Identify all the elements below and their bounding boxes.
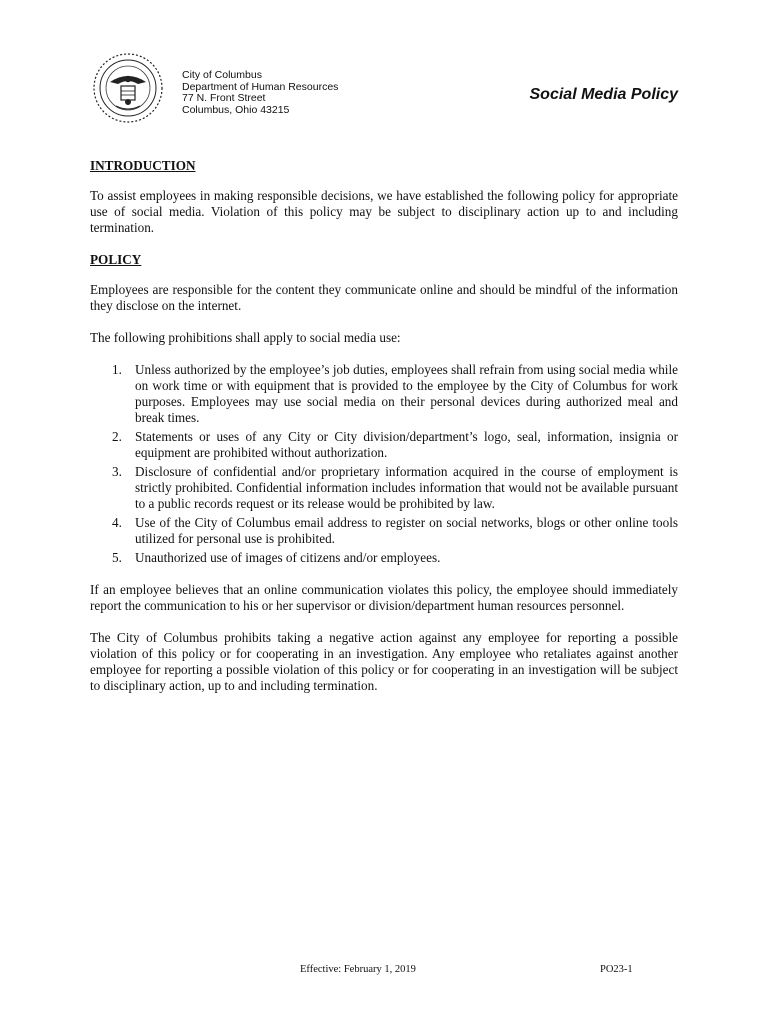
list-item-text: Statements or uses of any City or City division/department’s logo, seal, information, insignia or equipment are prohibited without authorization. [135, 429, 678, 460]
policy-heading: POLICY [90, 252, 142, 267]
list-item-number: 1. [112, 362, 122, 377]
list-item-text: Unauthorized use of images of citizens and/or employees. [135, 550, 441, 565]
list-item-text: Disclosure of confidential and/or proprietary information acquired in the course of employment is strictly prohibited. Confidential information includes information that would not be available pursuant to a public records request or its release would be prohibited by law. [135, 464, 678, 511]
list-item-number: 4. [112, 515, 122, 530]
org-line: City of Columbus [182, 69, 262, 81]
list-item-text: Unless authorized by the employee’s job duties, employees shall refrain from using social media while on work time or with equipment that is provided to the employee by the City of Columbus for work purposes. Employees may use social media on their personal devices during authorized meal and break times. [135, 362, 678, 425]
org-line: 77 N. Front Street [182, 92, 266, 104]
list-item [90, 464, 678, 512]
list-item-number: 5. [112, 550, 122, 565]
org-line: Columbus, Ohio 43215 [182, 103, 290, 116]
list-item [90, 550, 678, 566]
policy-paragraph: Employees are responsible for the content they communicate online and should be mindful of the information they disclose on the internet. [90, 282, 678, 313]
document-body [90, 158, 678, 710]
org-line: Department of Human Resources [182, 80, 339, 93]
policy-paragraph: The following prohibitions shall apply to social media use: [90, 330, 401, 345]
introduction-paragraph: To assist employees in making responsible decisions, we have established the following policy for appropriate use of social media. Violation of this policy may be subject to disciplinary action up to and including termination. [90, 188, 678, 235]
effective-date: Effective: February 1, 2019 [300, 964, 416, 975]
policy-code: PO23-1 [600, 964, 633, 975]
introduction-heading: INTRODUCTION [90, 158, 196, 173]
policy-paragraph: The City of Columbus prohibits taking a negative action against any employee for reporting a possible violation of this policy or for cooperating in an investigation. Any employee who retaliates against another employee for reporting a possible violation of this policy or for cooperating in an investigation will be subject to disciplinary action, up to and including termination. [90, 630, 678, 693]
list-item [90, 429, 678, 461]
prohibitions-list [90, 362, 678, 566]
policy-paragraph: If an employee believes that an online communication violates this policy, the employee should immediately report the communication to his or her supervisor or division/department human resources personnel. [90, 582, 678, 613]
list-item-text: Use of the City of Columbus email address to register on social networks, blogs or other online tools utilized for personal use is prohibited. [135, 515, 678, 546]
list-item [90, 515, 678, 547]
list-item [90, 362, 678, 426]
city-seal-icon [92, 52, 164, 124]
organization-address [182, 70, 338, 116]
list-item-number: 2. [112, 429, 122, 444]
document-title: Social Media Policy [529, 86, 678, 103]
list-item-number: 3. [112, 464, 122, 479]
